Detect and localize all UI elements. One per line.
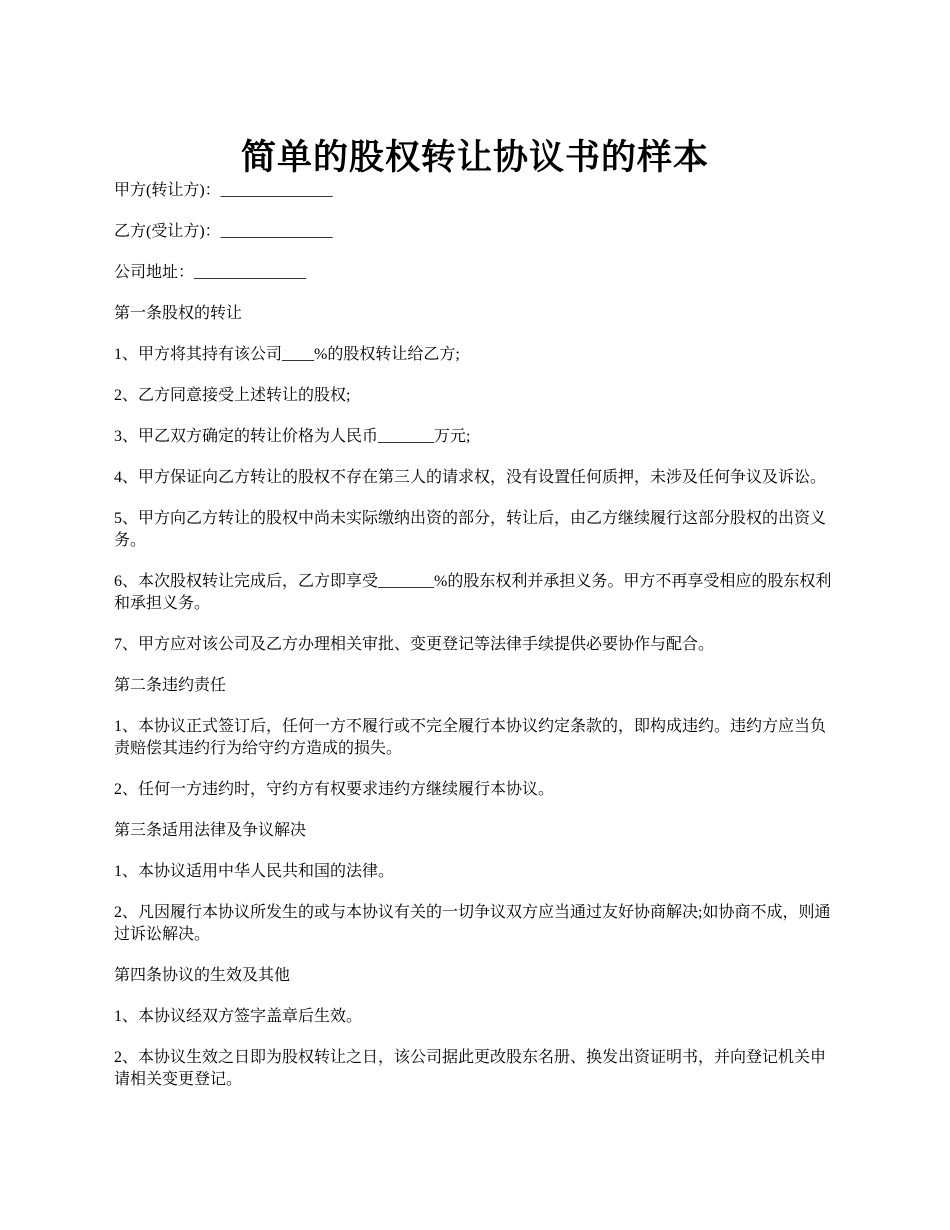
clause-2-2: 2、任何一方违约时，守约方有权要求违约方继续履行本协议。 [114, 781, 555, 798]
clause-1-2: 2、乙方同意接受上述转让的股权; [114, 387, 351, 404]
clause-1-3: 3、甲乙双方确定的转让价格为人民币_______万元; [114, 428, 471, 445]
clause-3-1: 1、本协议适用中华人民共和国的法律。 [114, 863, 395, 880]
section-heading-4: 第四条协议的生效及其他 [114, 967, 291, 984]
section-heading-3: 第三条适用法律及争议解决 [114, 822, 307, 839]
clause-2-1: 1、本协议正式签订后，任何一方不履行或不完全履行本协议约定条款的，即构成违约。违约方应当负责赔偿其违约行为给守约方造成的损失。 [114, 718, 827, 757]
document-title: 简单的股权转让协议书的样本 [240, 138, 709, 178]
clause-4-2: 2、本协议生效之日即为股权转让之日，该公司据此更改股东名册、换发出资证明书，并向登记机关申请相关变更登记。 [114, 1049, 827, 1088]
company-address-line: 公司地址：______________ [114, 264, 307, 281]
clause-1-4: 4、甲方保证向乙方转让的股权不存在第三人的请求权，没有设置任何质押，未涉及任何争议及诉讼。 [114, 469, 827, 486]
clause-1-6: 6、本次股权转让完成后，乙方即享受_______%的股东权利并承担义务。甲方不再享受相应的股东权利和承担义务。 [114, 573, 832, 612]
clause-1-7: 7、甲方应对该公司及乙方办理相关审批、变更登记等法律手续提供必要协作与配合。 [114, 636, 715, 653]
party-b-line: 乙方(受让方)：______________ [114, 223, 333, 240]
clause-1-1: 1、甲方将其持有该公司____%的股权转让给乙方; [114, 346, 460, 363]
clause-3-2: 2、凡因履行本协议所发生的或与本协议有关的一切争议双方应当通过友好协商解决;如协商不成，则通过诉讼解决。 [114, 904, 831, 943]
clause-1-5: 5、甲方向乙方转让的股权中尚未实际缴纳出资的部分，转让后，由乙方继续履行这部分股权的出资义务。 [114, 510, 827, 549]
section-heading-2: 第二条违约责任 [114, 677, 227, 694]
document-body [114, 180, 836, 1110]
party-a-line: 甲方(转让方)：______________ [114, 182, 333, 199]
clause-4-1: 1、本协议经双方签字盖章后生效。 [114, 1008, 363, 1025]
section-heading-1: 第一条股权的转让 [114, 305, 243, 322]
